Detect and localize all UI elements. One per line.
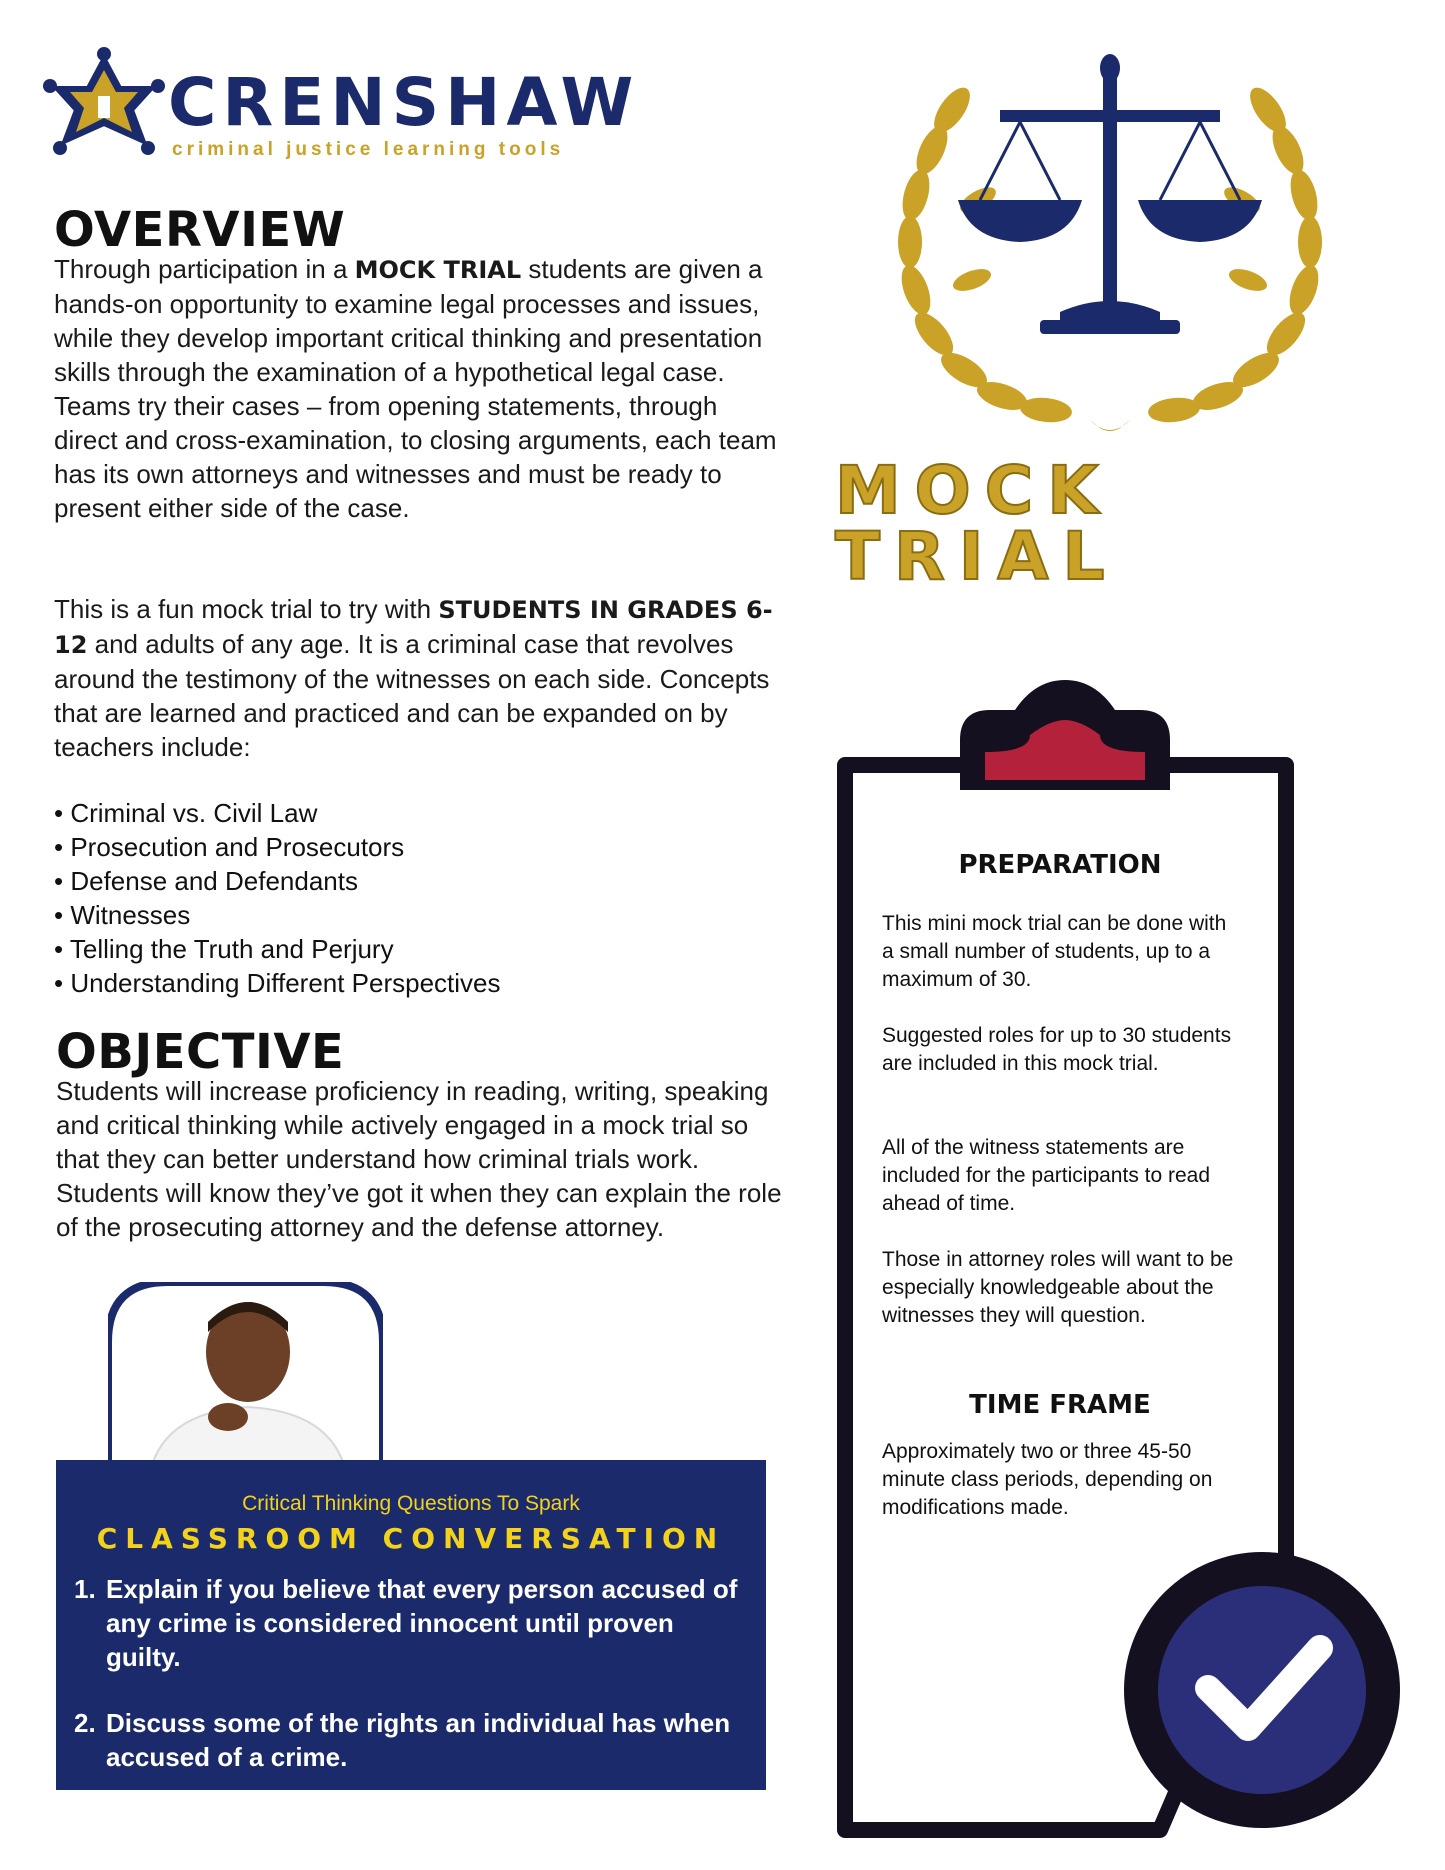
audience-text-bold: STUDENTS IN GRADES 6-12 xyxy=(54,596,773,659)
list-item: • Witnesses xyxy=(54,898,654,932)
preparation-paragraph: Suggested roles for up to 30 students are included in this mock trial. xyxy=(882,1024,1232,1075)
logo-wordmark: CRENSHAW xyxy=(168,64,640,141)
audience-paragraph xyxy=(54,592,784,764)
overview-paragraph xyxy=(54,252,784,525)
list-item xyxy=(74,1572,744,1674)
overview-text-bold: MOCK TRIAL xyxy=(354,256,522,284)
student-portrait xyxy=(108,1282,383,1482)
list-item: • Defense and Defendants xyxy=(54,864,654,898)
question-number: 1. xyxy=(74,1574,96,1604)
audience-text-b: and adults of any age. It is a criminal case that revolves around the testimony of the witnesses on each side. Concepts that are learned and practiced and can be expanded on by teachers include: xyxy=(54,629,770,762)
objective-paragraph: Students will increase proficiency in reading, writing, speaking and critical thinking while actively engaged in a mock trial so that they can better understand how criminal trials work. Students will know they’ve got it when they can explain the role of the prosecuting attorney and the defense attorney. xyxy=(56,1076,782,1242)
concepts-list xyxy=(54,796,654,1000)
list-item: • Telling the Truth and Perjury xyxy=(54,932,654,966)
audience-text-a: This is a fun mock trial to try with xyxy=(54,594,439,624)
scales-icon xyxy=(958,54,1262,334)
time-frame-text: Approximately two or three 45-50 minute class periods, depending on modifications made. xyxy=(882,1440,1213,1519)
preparation-heading: PREPARATION xyxy=(958,850,1162,880)
overview-heading: OVERVIEW xyxy=(54,202,346,258)
questions-list xyxy=(74,1572,744,1806)
time-frame-heading: TIME FRAME xyxy=(969,1390,1151,1420)
overview-text-a: Through participation in a xyxy=(54,254,355,284)
preparation-paragraph: All of the witness statements are included for the participants to read ahead of time. xyxy=(882,1136,1211,1215)
question-text: Explain if you believe that every person accused of any crime is considered innocent until proven guilty. xyxy=(106,1574,738,1672)
clipboard-clip-icon xyxy=(960,680,1170,790)
scales-of-justice-emblem xyxy=(860,50,1360,490)
overview-text-b: students are given a hands-on opportunity to examine legal processes and issues, while they develop important critical thinking and presentation skills through the examination of a hypothetical legal case. Teams try their cases – from opening statements, through direct and cross-examination, to closing arguments, each team has its own attorneys and witnesses and must be ready to present either side of the case. xyxy=(54,254,777,523)
checkmark-badge-icon xyxy=(1124,1552,1400,1828)
conversation-heading: CLASSROOM CONVERSATION xyxy=(96,1522,726,1555)
logo-tagline: criminal justice learning tools xyxy=(172,139,565,160)
conversation-subtitle: Critical Thinking Questions To Spark xyxy=(242,1492,580,1515)
preparation-paragraph: This mini mock trial can be done with a small number of students, up to a maximum of 30. xyxy=(882,912,1227,991)
mock-trial-title: MOCK TRIAL xyxy=(835,452,1119,595)
question-number: 2. xyxy=(74,1708,96,1738)
sheriff-star-icon xyxy=(43,47,165,155)
list-item: • Criminal vs. Civil Law xyxy=(54,796,654,830)
question-text: Discuss some of the rights an individual has when accused of a crime. xyxy=(106,1708,731,1772)
list-item: • Prosecution and Prosecutors xyxy=(54,830,654,864)
list-item xyxy=(74,1706,744,1774)
list-item: • Understanding Different Perspectives xyxy=(54,966,654,1000)
preparation-paragraph: Those in attorney roles will want to be especially knowledgeable about the witnesses they will question. xyxy=(882,1248,1234,1327)
objective-heading: OBJECTIVE xyxy=(56,1024,345,1080)
